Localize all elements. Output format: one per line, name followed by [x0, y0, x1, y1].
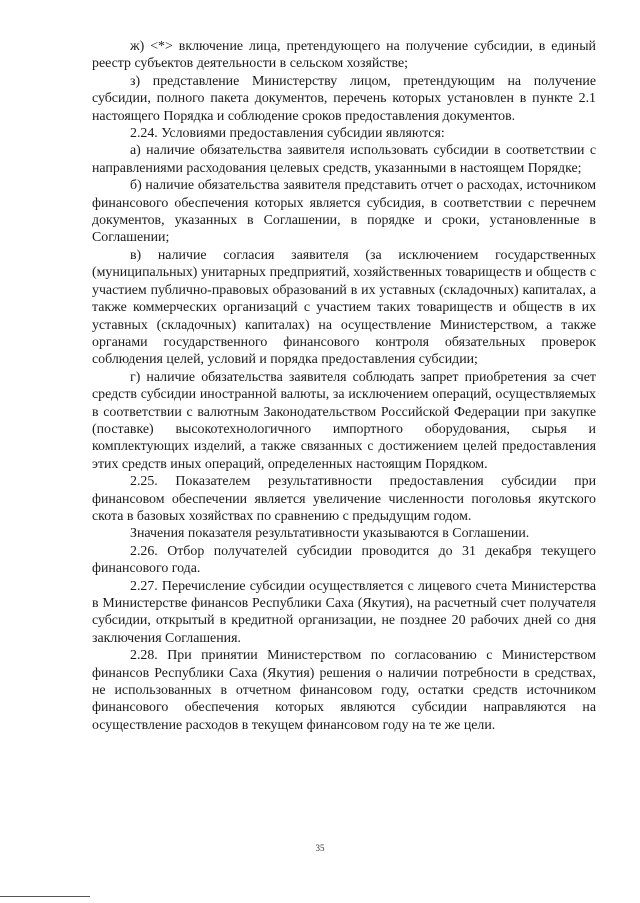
scan-edge-line [0, 896, 90, 897]
page-number: 35 [315, 843, 325, 853]
paragraph-a: а) наличие обязательства заявителя использовать субсидии в соответствии с направлениями расходования целевых средств, указанными в настоящем Порядке; [92, 143, 596, 176]
paragraph-indicator-values: Значения показателя результативности указываются в Соглашении. [130, 526, 530, 542]
paragraph-2-28: 2.28. При принятии Министерством по согласованию с Министерством финансов Республики Саха (Якутия) решения о наличии потребности в средствах, не использованных в отчетном финансовом году, остатки средств источником финансового обеспечения которых являются субсидии направляются на осуществление расходов в текущем финансовом году на те же цели. [92, 648, 596, 733]
document-body [92, 38, 596, 734]
paragraph-2-26: 2.26. Отбор получателей субсидии проводится до 31 декабря текущего финансового года. [92, 543, 596, 577]
paragraph-2-24: 2.24. Условиями предоставления субсидии являются: [130, 126, 445, 142]
paragraph-v: в) наличие согласия заявителя (за исключением государственных (муниципальных) унитарных предприятий, хозяйственных товариществ и обществ с участием публично-правовых образований в их уставных (складочных) капиталах, а также коммерческих организаций с участием таких товариществ и обществ в их уставных (складочных) капиталах) на осуществление Министерством, а также органами государственного финансового контроля обязательных проверок соблюдения целей, условий и порядка предоставления субсидии; [92, 247, 596, 368]
paragraph-zh: ж) <*> включение лица, претендующего на получение субсидии, в единый реестр субъектов деятельности в сельском хозяйстве; [92, 39, 596, 72]
paragraph-g: г) наличие обязательства заявителя соблюдать запрет приобретения за счет средств субсидии иностранной валюты, за исключением операций, осуществляемых в соответствии с валютным Законодательством Российской Федерации при закупке (поставке) высокотехнологичного импортного оборудования, сырья и комплектующих изделий, а также связанных с достижением целей предоставления этих средств иных операций, определенных настоящим Порядком. [92, 369, 596, 472]
paragraph-2-27: 2.27. Перечисление субсидии осуществляется с лицевого счета Министерства в Министерстве финансов Республики Саха (Якутия), на расчетный счет получателя субсидии, открытый в кредитной организации, не позднее 20 рабочих дней со дня заключения Соглашения. [92, 578, 596, 646]
paragraph-z: з) представление Министерству лицом, претендующим на получение субсидии, полного пакета документов, перечень которых установлен в пункте 2.1 настоящего Порядка и соблюдение сроков предоставления документов. [92, 73, 596, 124]
paragraph-2-25: 2.25. Показателем результативности предоставления субсидии при финансовом обеспечении является увеличение численности поголовья якутского скота в базовых хозяйствах по сравнению с предыдущим годом. [92, 474, 596, 524]
paragraph-b: б) наличие обязательства заявителя представить отчет о расходах, источником финансового обеспечения которых является субсидия, в соответствии с перечнем документов, указанных в Соглашении, в порядке и сроки, установленные в Соглашении; [92, 178, 596, 246]
